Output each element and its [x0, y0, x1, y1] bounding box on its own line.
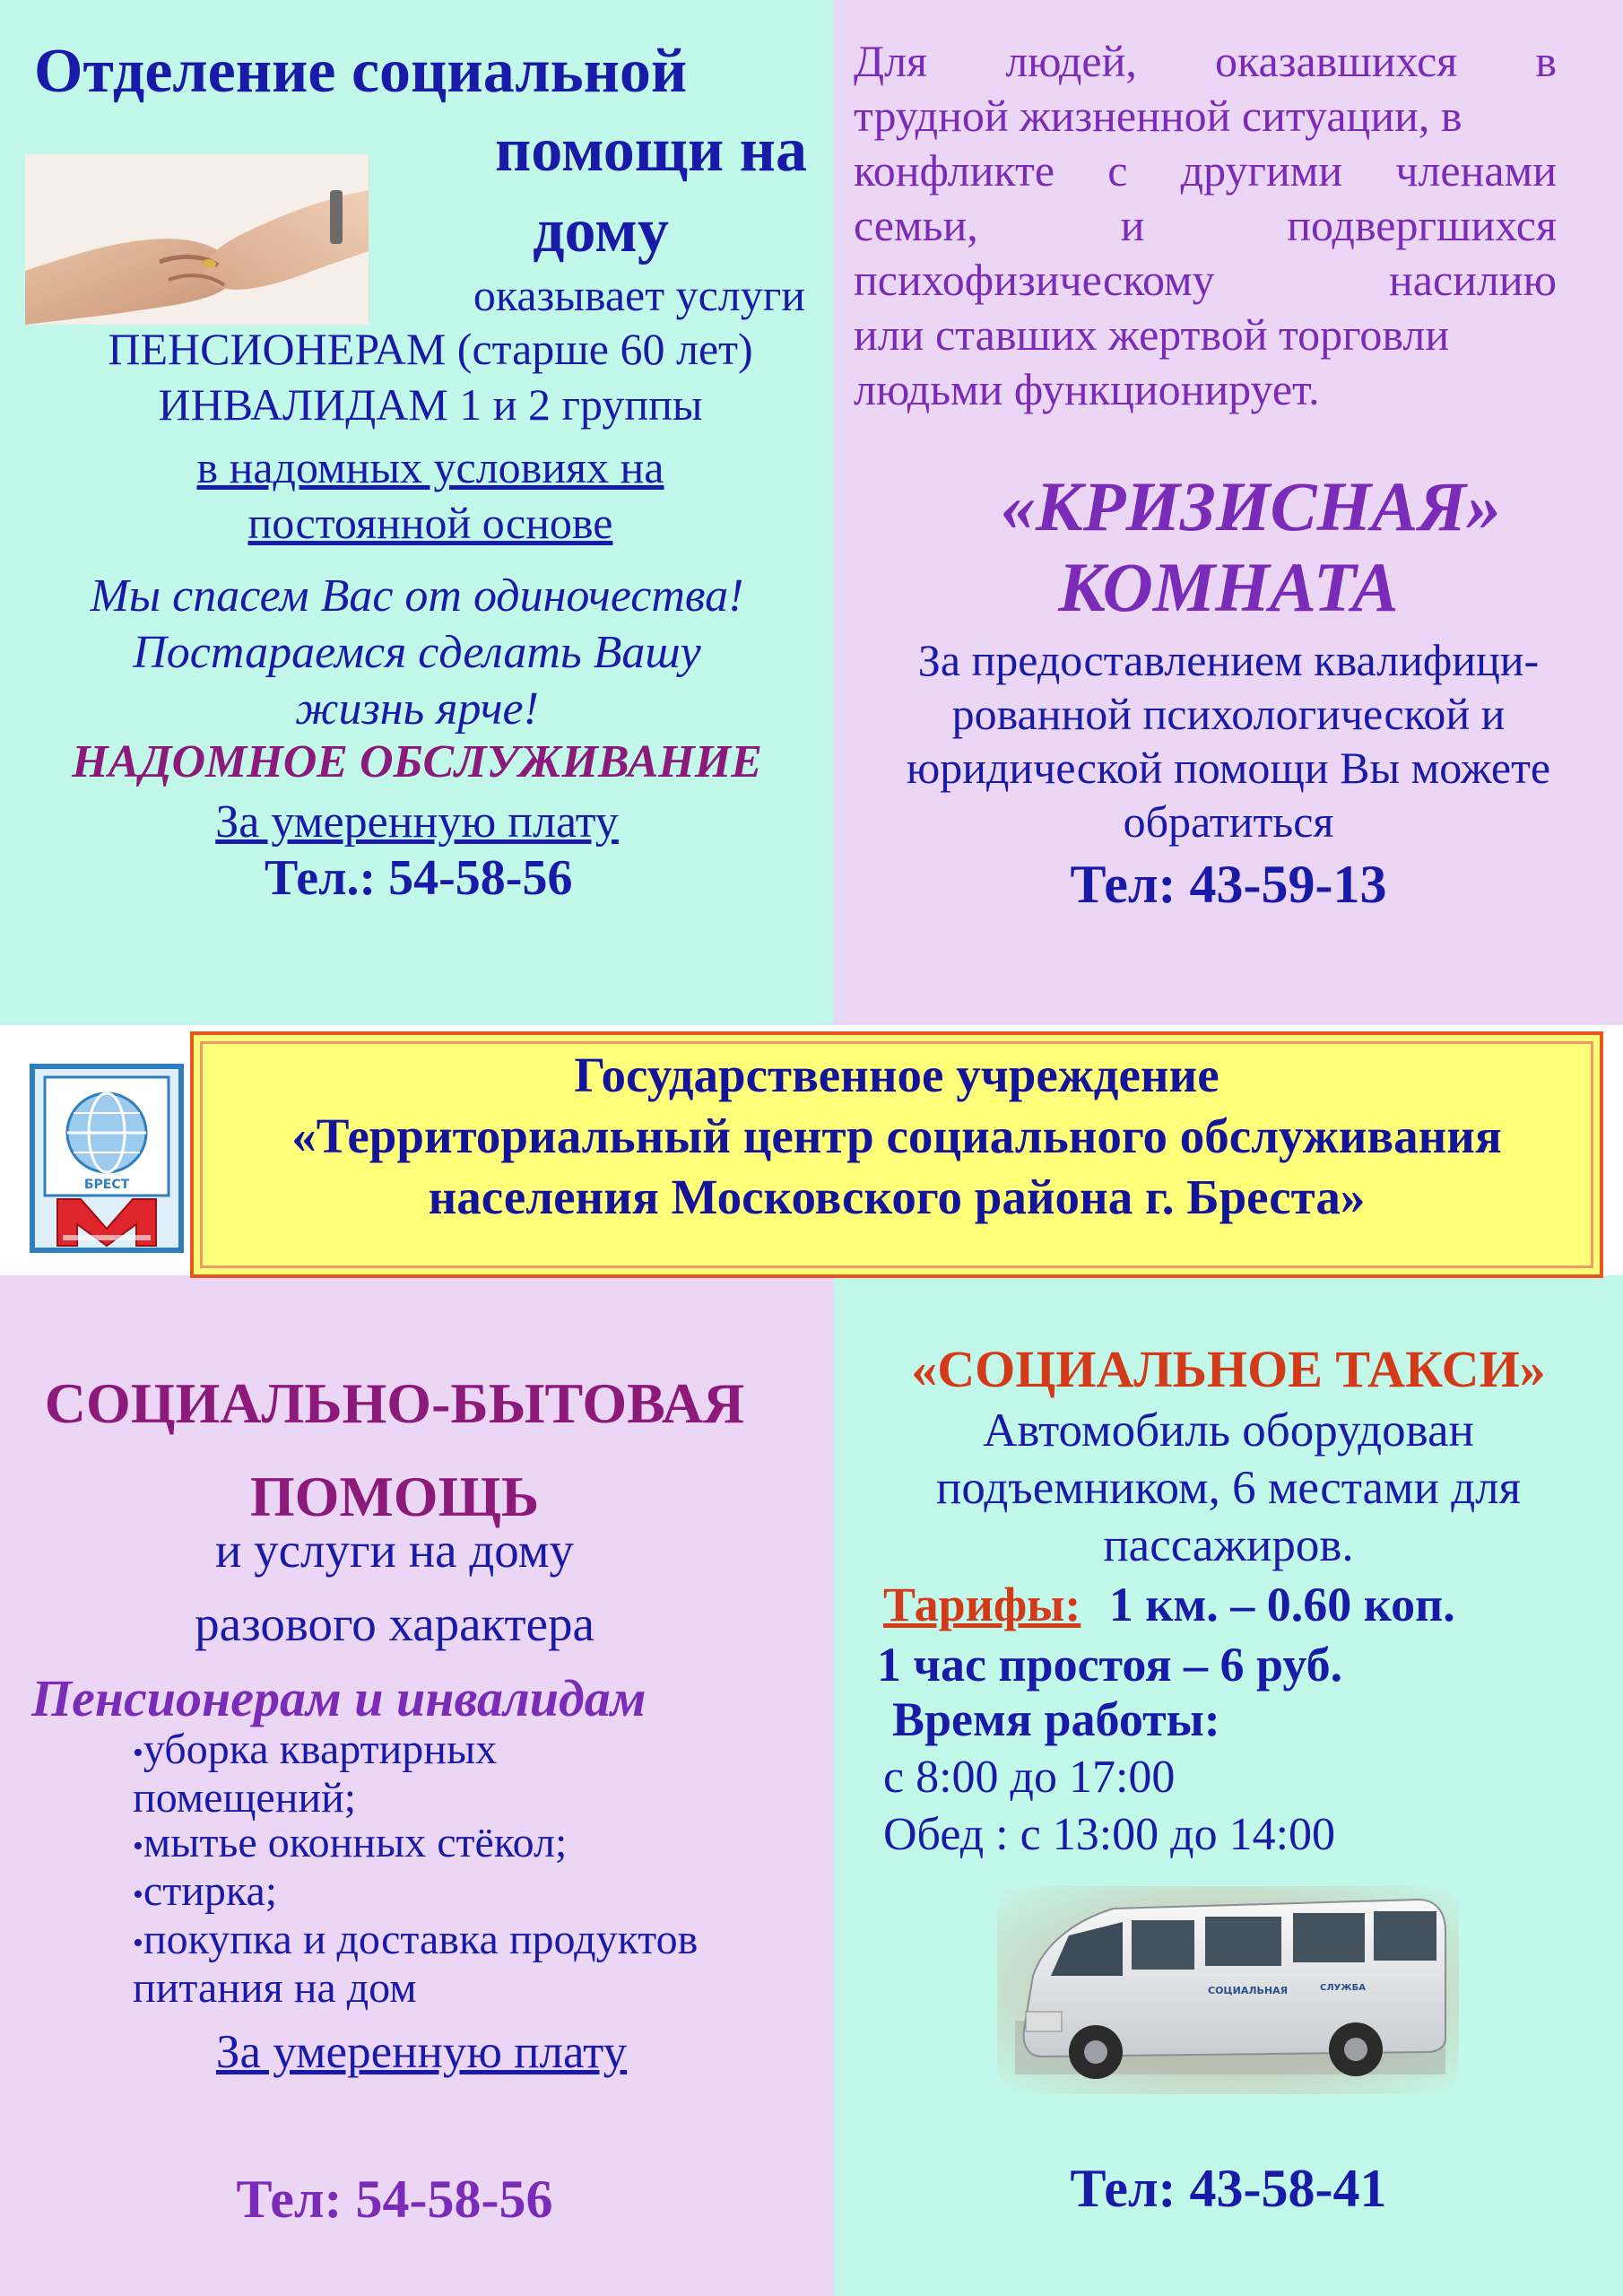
- household-price: [27, 2025, 816, 2079]
- list-item: •мытье оконных стёкол;: [133, 1818, 568, 1866]
- taxi-tariff-km: [883, 1577, 1619, 1632]
- home-care-slogan: [27, 568, 807, 737]
- institution-name: [190, 1045, 1603, 1228]
- household-audience: Пенсионерам и инвалидам: [31, 1669, 647, 1727]
- crisis-intro-word: членами: [1395, 145, 1557, 196]
- crisis-intro-word: оказавшихся: [1214, 36, 1458, 86]
- crisis-room-title: [834, 466, 1623, 628]
- home-care-conditions-line1: в надомных условиях на: [196, 442, 664, 492]
- institution-line3: населения Московского района г. Бреста»: [428, 1170, 1366, 1224]
- van-label: СОЦИАЛЬНАЯ: [1208, 1985, 1289, 1996]
- crisis-intro-word: конфликте: [854, 145, 1055, 196]
- social-taxi-description: [861, 1402, 1596, 1574]
- crisis-body-line2: рованной психологической и: [951, 689, 1506, 739]
- home-care-price-text: За умеренную плату: [215, 796, 619, 848]
- household-title-line1: СОЦИАЛЬНО-БЫТОВАЯ: [44, 1371, 745, 1435]
- crisis-intro-word: трудной жизненной ситуации, в: [854, 91, 1462, 141]
- taxi-desc-line1: Автомобиль оборудован: [983, 1405, 1474, 1457]
- home-care-provides: оказывает услуги: [473, 270, 805, 320]
- social-taxi-van-photo: [997, 1886, 1459, 2094]
- taxi-working-hours: с 8:00 до 17:00: [883, 1752, 1176, 1803]
- crisis-room-intro: [854, 34, 1557, 417]
- household-help-subtitle: [27, 1514, 762, 1661]
- slogan-line2: Постараемся сделать Вашу: [133, 627, 701, 678]
- household-price-text: За умеренную плату: [215, 2026, 628, 2078]
- list-item: •стирка;: [133, 1866, 278, 1915]
- van-label-2: СЛУЖБА: [1320, 1983, 1366, 1993]
- social-taxi-phone: Тел: 43-58-41: [1070, 2159, 1387, 2218]
- crisis-intro-word: подвергшихся: [1287, 200, 1557, 250]
- crisis-intro-line: [854, 34, 1557, 89]
- crisis-intro-word: Для: [854, 36, 928, 86]
- crisis-body-line3: юридической помощи Вы можете: [906, 743, 1551, 793]
- crisis-intro-word: в: [1535, 36, 1557, 86]
- household-services-list: [133, 1727, 832, 2011]
- crisis-intro-word: семьи,: [854, 200, 978, 250]
- crisis-intro-line: [854, 308, 1557, 362]
- tariff-km-value: 1 км. – 0.60 коп.: [1108, 1578, 1455, 1631]
- crisis-intro-word: насилию: [1389, 255, 1557, 305]
- social-taxi-title: «СОЦИАЛЬНОЕ ТАКСИ»: [911, 1340, 1546, 1398]
- taxi-hours: [883, 1749, 1619, 1864]
- crisis-intro-word: и: [1120, 200, 1145, 250]
- taxi-hours-label: Время работы:: [892, 1692, 1220, 1746]
- crisis-intro-line: [854, 198, 1557, 253]
- list-item: •покупка и доставка продуктов: [133, 1915, 699, 1963]
- list-item-continuation: питания на дом: [133, 1963, 417, 2012]
- crisis-intro-line: [854, 253, 1557, 308]
- home-care-conditions-line2: постоянной основе: [247, 498, 613, 548]
- slogan-line3: жизнь ярче!: [295, 683, 539, 735]
- crisis-room-phone: Тел: 43-59-13: [1070, 855, 1387, 914]
- list-item: •уборка квартирных: [133, 1726, 498, 1773]
- crisis-body-line4: обратиться: [1123, 796, 1334, 847]
- household-phone: Тел: 54-58-56: [236, 2170, 553, 2229]
- crisis-intro-word: психофизическому: [854, 255, 1215, 305]
- crisis-room-title-line1: «КРИЗИСНАЯ»: [1000, 467, 1502, 545]
- crisis-room-title-line2: КОМНАТА: [1058, 548, 1399, 626]
- crisis-intro-word: с: [1107, 145, 1128, 196]
- tariffs-label: Тарифы:: [883, 1578, 1081, 1631]
- crisis-intro-line: [854, 362, 1557, 417]
- home-care-phone-text: Тел.: 54-58-56: [265, 850, 573, 906]
- logo-caption: БРЕСТ: [83, 1178, 130, 1192]
- home-care-service-name: НАДОМНОЕ ОБСЛУЖИВАНИЕ: [72, 736, 762, 787]
- crisis-intro-word: или ставших жертвой торговли: [854, 309, 1450, 360]
- home-care-group-pensioners: ПЕНСИОНЕРАМ (старше 60 лет): [108, 324, 753, 374]
- institution-line2: «Территориальный центр социального обслуживания: [291, 1109, 1502, 1163]
- crisis-intro-line: [854, 89, 1557, 144]
- crisis-intro-word: людьми функционирует.: [854, 364, 1320, 414]
- crisis-body-line1: За предоставлением квалифици-: [917, 635, 1540, 685]
- home-care-group-disabled: ИНВАЛИДАМ 1 и 2 группы: [158, 379, 703, 430]
- household-sub-line1: и услуги на дому: [214, 1523, 575, 1578]
- crisis-room-body: [834, 633, 1623, 848]
- taxi-desc-line2: подъемником, 6 местами для: [935, 1462, 1522, 1514]
- home-care-title-line3: дому: [533, 196, 669, 265]
- taxi-lunch-hours: Обед : с 13:00 до 14:00: [883, 1809, 1336, 1860]
- crisis-intro-word: другими: [1180, 145, 1343, 196]
- home-care-title-line2: помощи на: [494, 116, 807, 185]
- household-sub-line2: разового характера: [195, 1596, 595, 1651]
- list-item-continuation: помещений;: [133, 1773, 357, 1822]
- taxi-desc-line3: пассажиров.: [1103, 1519, 1354, 1571]
- home-care-title-line1: Отделение социальной: [34, 37, 688, 106]
- home-care-price: [27, 796, 807, 848]
- brest-center-logo: [27, 1063, 187, 1256]
- taxi-tariff-idle: 1 час простоя – 6 руб.: [877, 1638, 1343, 1692]
- crisis-intro-word: людей,: [1005, 36, 1137, 86]
- home-care-info: [36, 267, 825, 551]
- slogan-line1: Мы спасем Вас от одиночества!: [90, 570, 744, 622]
- institution-line1: Государственное учреждение: [574, 1048, 1219, 1102]
- crisis-intro-line: [854, 144, 1557, 198]
- household-title-line2: ПОМОЩЬ: [249, 1465, 540, 1528]
